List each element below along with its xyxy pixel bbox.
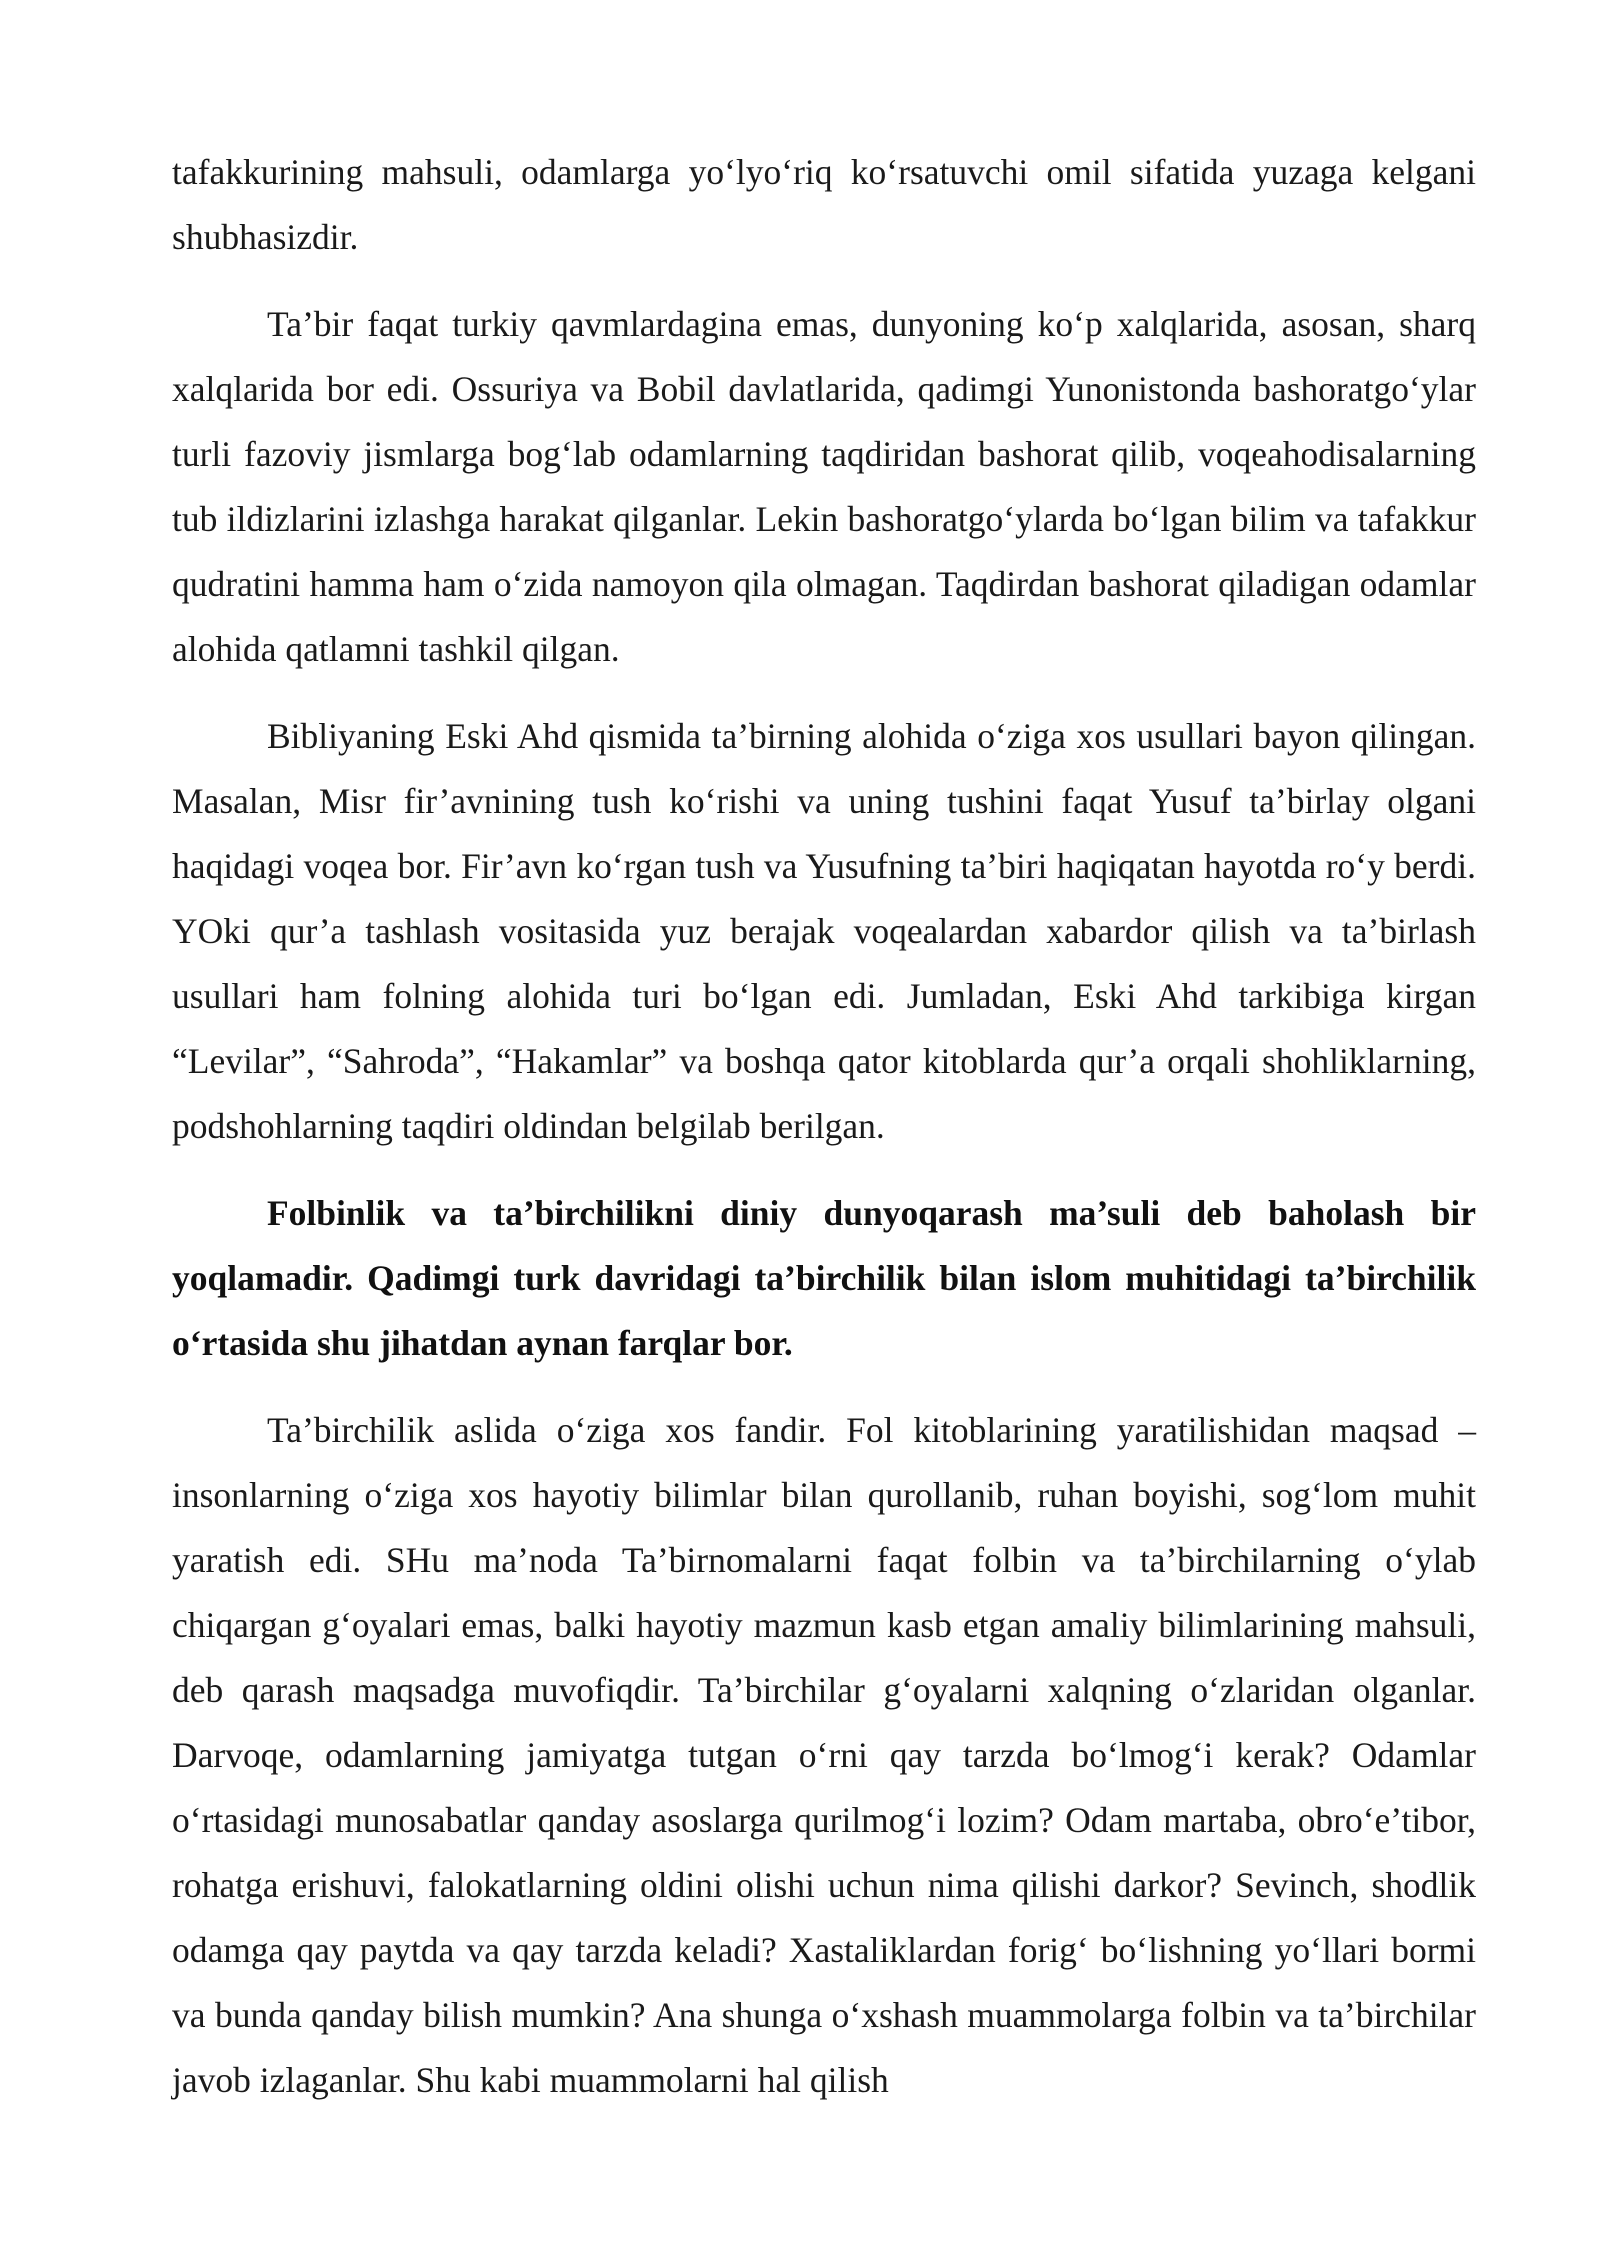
paragraph-tabirchilik: Ta’birchilik aslida o‘ziga xos fandir. Fol kitoblarining yaratilishidan maqsad – insonlarning o‘ziga xos hayotiy bilimlar bilan qurollanib, ruhan boyishi, sog‘lom muhit yaratish edi. SHu ma’noda Ta’birnomalarni faqat folbin va ta’birchilarning o‘ylab chiqargan g‘oyalari emas, balki hayotiy mazmun kasb etgan amaliy bilimlarining mahsuli, deb qarash maqsadga muvofiqdir. Ta’birchilar g‘oyalarni xalqning o‘zlaridan olganlar. Darvoqe, odamlarning jamiyatga tutgan o‘rni qay tarzda bo‘lmog‘i kerak? Odamlar o‘rtasidagi munosabatlar qanday asoslarga qurilmog‘i lozim? Odam martaba, obro‘e’tibor, rohatga erishuvi, falokatlarning oldini olishi uchun nima qilishi darkor? Sevinch, shodlik odamga qay paytda va qay tarzda keladi? Xastaliklardan forig‘ bo‘lishning yo‘llari bormi va bunda qanday bilish mumkin? Ana shunga o‘xshash muammolarga folbin va ta’birchilar javob izlaganlar. Shu kabi muammolarni hal qilish (172, 1410, 1476, 2100)
paragraph-bold-statement: Folbinlik va ta’birchilikni diniy dunyoqarash ma’suli deb baholash bir yoqlamadir. Qadimgi turk davridagi ta’birchilik bilan islom muhitidagi ta’birchilik o‘rtasida shu jihatdan aynan farqlar bor. (172, 1193, 1476, 1363)
paragraph-continuation: tafakkurining mahsuli, odamlarga yo‘lyo‘riq ko‘rsatuvchi omil sifatida yuzaga kelgani shubhasizdir. (172, 152, 1476, 257)
paragraph-tabir: Ta’bir faqat turkiy qavmlardagina emas, dunyoning ko‘p xalqlarida, asosan, sharq xalqlarida bor edi. Ossuriya va Bobil davlatlarida, qadimgi Yunonistonda bashoratgo‘ylar turli fazoviy jismlarga bog‘lab odamlarning taqdiridan bashorat qilib, voqeahodisalarning tub ildizlarini izlashga harakat qilganlar. Lekin bashoratgo‘ylarda bo‘lgan bilim va tafakkur qudratini hamma ham o‘zida namoyon qila olmagan. Taqdirdan bashorat qiladigan odamlar alohida qatlamni tashkil qilgan. (172, 304, 1476, 669)
document-page (172, 140, 1476, 2135)
paragraph-bibliya: Bibliyaning Eski Ahd qismida ta’birning alohida o‘ziga xos usullari bayon qilingan. Masalan, Misr fir’avnining tush ko‘rishi va uning tushini faqat Yusuf ta’birlay olgani haqidagi voqea bor. Fir’avn ko‘rgan tush va Yusufning ta’biri haqiqatan hayotda ro‘y berdi. YOki qur’a tashlash vositasida yuz berajak voqealardan xabardor qilish va ta’birlash usullari ham folning alohida turi bo‘lgan edi. Jumladan, Eski Ahd tarkibiga kirgan “Levilar”, “Sahroda”, “Hakamlar” va boshqa qator kitoblarda qur’a orqali shohliklarning, podshohlarning taqdiri oldindan belgilab berilgan. (172, 716, 1476, 1146)
